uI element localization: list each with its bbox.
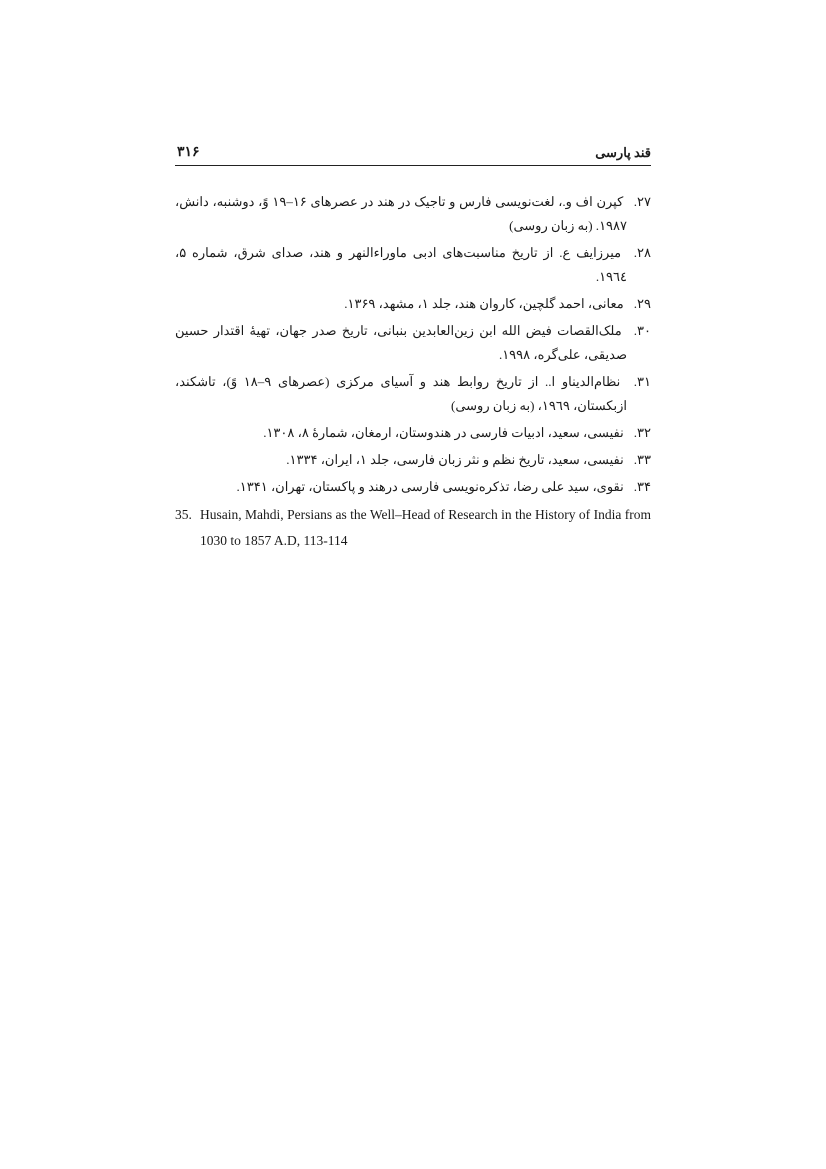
reference-text: ملک‌القصات فیض الله ابن زین‌العابدین بنبانی، تاریخ صدر جهان، تهیهٔ اقتدار حسین صدیقی، علی‌گره، ۱۹۹۸.: [175, 323, 627, 362]
reference-item-27: [175, 190, 651, 238]
reference-number: ۳۱.: [633, 374, 652, 389]
reference-item-31: [175, 370, 651, 418]
reference-text: معانی، احمد گلچین، کاروان هند، جلد ۱، مشهد، ۱۳۶۹.: [344, 296, 624, 311]
reference-item-32: [175, 421, 651, 445]
reference-item-28: [175, 241, 651, 289]
reference-text: نفیسی، سعید، ادبیات فارسی در هندوستان، ارمغان، شمارهٔ ۸، ۱۳۰۸.: [263, 425, 624, 440]
reference-number: ۲۷.: [633, 194, 652, 209]
reference-text: کپرن اف و.، لغت‌نویسی فارس و تاجیک در هند در عصرهای ۱۶–۱۹ و‌ً، دوشنبه، دانش، ۱۹۸۷. (به زبان روسی): [175, 194, 627, 233]
reference-item-35: [175, 502, 651, 554]
reference-number: 35.: [175, 507, 192, 522]
reference-item-34: [175, 475, 651, 499]
page-header: [175, 143, 651, 166]
reference-number: ۳۲.: [633, 425, 651, 440]
reference-number: ۳۴.: [633, 479, 651, 494]
reference-item-30: [175, 319, 651, 367]
reference-text: نظام‌الدیناو ا.. از تاریخ روابط هند و آسیای مرکزی (عصرهای ۹–۱۸ و‌ً)، تاشکند، ازبکستان، ۱۹٦۹، (به زبان روسی): [175, 374, 627, 413]
reference-number: ۲۹.: [633, 296, 651, 311]
page-number: ۳۱۶: [177, 145, 200, 160]
reference-item-29: [175, 292, 651, 316]
reference-text: نقوی، سید علی رضا، تذکره‌نویسی فارسی درهند و پاکستان، تهران، ۱۳۴۱.: [236, 479, 624, 494]
reference-text: Husain, Mahdi, Persians as the Well–Head of Research in the History of India from 1030 to 1857 A.D, 113-114: [200, 507, 651, 548]
reference-number: ۲۸.: [633, 245, 651, 260]
reference-list: [175, 190, 651, 554]
running-title: قند پارسی: [595, 145, 651, 160]
reference-item-33: [175, 448, 651, 472]
reference-number: ۳۰.: [633, 323, 652, 338]
reference-text: میرزایف ع. از تاریخ مناسبت‌های ادبی ماوراءالنهر و هند، صدای شرق، شماره ۵، ۱۹٦٤.: [175, 245, 627, 284]
reference-text: نفیسی، سعید، تاریخ نظم و نثر زبان فارسی، جلد ۱، ایران، ۱۳۳۴.: [286, 452, 624, 467]
reference-number: ۳۳.: [633, 452, 651, 467]
